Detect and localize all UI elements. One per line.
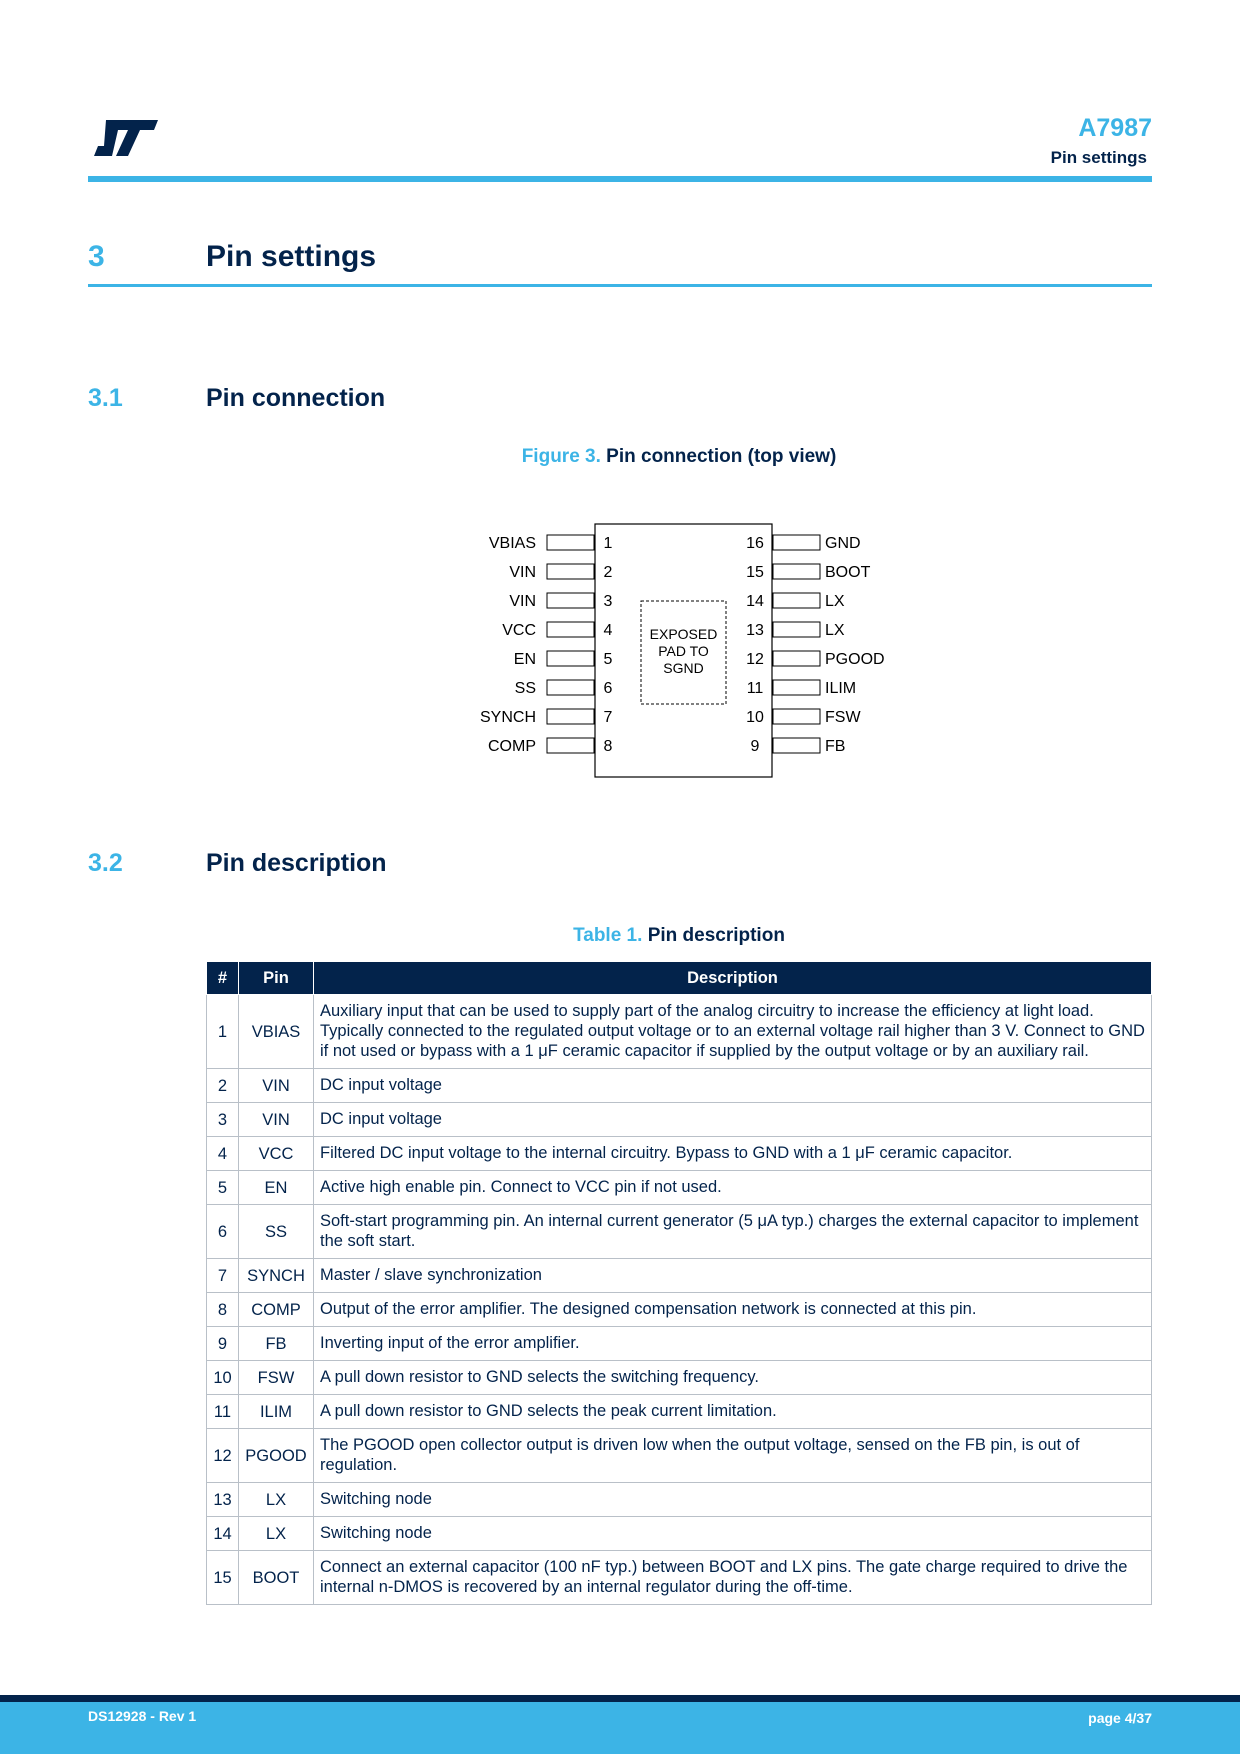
pin-number-cell: 12 bbox=[207, 1429, 239, 1483]
right-pin-name: PGOOD bbox=[825, 651, 885, 668]
table-label: Table 1. bbox=[573, 925, 643, 946]
section-heading-description bbox=[88, 849, 1152, 883]
left-pin-name: EN bbox=[513, 651, 536, 668]
pin-name-cell: VIN bbox=[239, 1069, 314, 1103]
pin-description-cell: DC input voltage bbox=[314, 1069, 1152, 1103]
chapter-number: 3 bbox=[88, 240, 105, 273]
left-pin-name: VIN bbox=[509, 564, 536, 581]
pin-name-cell: SYNCH bbox=[239, 1259, 314, 1293]
table-row bbox=[207, 1103, 1152, 1137]
page-footer bbox=[0, 1702, 1240, 1754]
section-title: Pin connection bbox=[206, 384, 386, 412]
figure-title: Pin connection (top view) bbox=[606, 446, 837, 467]
right-pin-name: LX bbox=[825, 593, 845, 610]
right-pin-number: 13 bbox=[746, 622, 764, 639]
st-logo-icon bbox=[88, 118, 160, 158]
pin-connection-diagram bbox=[470, 515, 900, 785]
left-pin-lead bbox=[547, 593, 594, 608]
column-header-number: # bbox=[207, 962, 239, 995]
pad-label-line-2: PAD TO bbox=[658, 643, 709, 659]
table-row bbox=[207, 1551, 1152, 1605]
section-title: Pin description bbox=[206, 849, 387, 877]
footer-page-number: page 4/37 bbox=[1088, 1710, 1152, 1726]
pin-name-cell: PGOOD bbox=[239, 1429, 314, 1483]
table-row bbox=[207, 1483, 1152, 1517]
right-pin-number: 15 bbox=[746, 564, 764, 581]
left-pin-number: 5 bbox=[603, 651, 613, 668]
table-row bbox=[207, 1171, 1152, 1205]
table-row bbox=[207, 1517, 1152, 1551]
right-pin-number: 9 bbox=[750, 738, 760, 755]
right-pin-number: 10 bbox=[746, 709, 764, 726]
left-pin-name: SYNCH bbox=[479, 709, 536, 726]
table-row bbox=[207, 1327, 1152, 1361]
left-pin-name: VCC bbox=[502, 622, 536, 639]
pin-number-cell: 6 bbox=[207, 1205, 239, 1259]
right-pin-lead bbox=[773, 535, 820, 550]
pin-description-cell: A pull down resistor to GND selects the peak current limitation. bbox=[314, 1395, 1152, 1429]
left-pin-number: 2 bbox=[603, 564, 613, 581]
right-pin-number: 12 bbox=[746, 651, 764, 668]
left-pin-number: 4 bbox=[603, 622, 613, 639]
table-row bbox=[207, 995, 1152, 1069]
left-pin-number: 3 bbox=[603, 593, 613, 610]
right-pin-lead bbox=[773, 564, 820, 579]
figure-label: Figure 3. bbox=[521, 446, 601, 467]
pin-number-cell: 1 bbox=[207, 995, 239, 1069]
pin-number-cell: 9 bbox=[207, 1327, 239, 1361]
pin-name-cell: BOOT bbox=[239, 1551, 314, 1605]
table-row bbox=[207, 1293, 1152, 1327]
pin-description-cell: The PGOOD open collector output is driven low when the output voltage, sensed on the FB pin, is out of regulation. bbox=[314, 1429, 1152, 1483]
pin-number-cell: 15 bbox=[207, 1551, 239, 1605]
left-pin-lead bbox=[547, 651, 594, 666]
pin-number-cell: 4 bbox=[207, 1137, 239, 1171]
table-row bbox=[207, 1137, 1152, 1171]
column-header-description: Description bbox=[314, 962, 1152, 995]
right-pin-lead bbox=[773, 651, 820, 666]
pin-description-cell: Filtered DC input voltage to the internal circuitry. Bypass to GND with a 1 μF ceramic capacitor. bbox=[314, 1137, 1152, 1171]
right-pin-number: 16 bbox=[746, 535, 764, 552]
right-pin-lead bbox=[773, 709, 820, 724]
left-pin-lead bbox=[547, 709, 594, 724]
left-pin-name: COMP bbox=[488, 738, 536, 755]
pin-description-cell: Switching node bbox=[314, 1517, 1152, 1551]
table-row bbox=[207, 1361, 1152, 1395]
pin-name-cell: LX bbox=[239, 1483, 314, 1517]
pin-name-cell: ILIM bbox=[239, 1395, 314, 1429]
pin-description-cell: Connect an external capacitor (100 nF typ.) between BOOT and LX pins. The gate charge required to drive the internal n-DMOS is recovered by an internal regulator during the off-time. bbox=[314, 1551, 1152, 1605]
footer-doc-id: DS12928 - Rev 1 bbox=[88, 1708, 197, 1724]
right-pin-lead bbox=[773, 622, 820, 637]
pin-description-table bbox=[206, 961, 1152, 1605]
header-product: A7987 bbox=[1078, 114, 1152, 142]
table-caption bbox=[206, 925, 1152, 947]
pin-number-cell: 10 bbox=[207, 1361, 239, 1395]
footer-rule bbox=[0, 1695, 1240, 1702]
pin-name-cell: EN bbox=[239, 1171, 314, 1205]
right-pin-name: GND bbox=[825, 535, 861, 552]
right-pin-name: FB bbox=[825, 738, 846, 755]
pin-description-cell: Active high enable pin. Connect to VCC pin if not used. bbox=[314, 1171, 1152, 1205]
left-pin-name: VIN bbox=[509, 593, 536, 610]
pin-description-cell: Output of the error amplifier. The designed compensation network is connected at this pin. bbox=[314, 1293, 1152, 1327]
left-pin-lead bbox=[547, 738, 594, 753]
chapter-title: Pin settings bbox=[206, 240, 377, 273]
table-title: Pin description bbox=[647, 925, 785, 946]
left-pin-number: 7 bbox=[603, 709, 613, 726]
right-pin-number: 14 bbox=[746, 593, 764, 610]
pin-description-cell: Switching node bbox=[314, 1483, 1152, 1517]
left-pin-lead bbox=[547, 622, 594, 637]
pin-number-cell: 11 bbox=[207, 1395, 239, 1429]
left-pin-number: 8 bbox=[603, 738, 613, 755]
table-row bbox=[207, 1395, 1152, 1429]
table-header-row bbox=[207, 962, 1152, 995]
pin-description-cell: Auxiliary input that can be used to supply part of the analog circuitry to increase the efficiency at light load. Typically connected to the regulated output voltage or to an external voltage rail higher than 3 V. Connect to GND if not used or bypass with a 1 μF ceramic capacitor if supplied by the output voltage or by an auxiliary rail. bbox=[314, 995, 1152, 1069]
left-pin-number: 6 bbox=[603, 680, 613, 697]
header-section: Pin settings bbox=[1050, 148, 1147, 167]
left-pin-lead bbox=[547, 535, 594, 550]
right-pin-name: LX bbox=[825, 622, 845, 639]
left-pin-lead bbox=[547, 680, 594, 695]
section-number: 3.1 bbox=[88, 384, 123, 412]
table-row bbox=[207, 1259, 1152, 1293]
pin-number-cell: 7 bbox=[207, 1259, 239, 1293]
pin-number-cell: 3 bbox=[207, 1103, 239, 1137]
table-row bbox=[207, 1429, 1152, 1483]
right-pin-name: FSW bbox=[825, 709, 861, 726]
section-heading-connection bbox=[88, 384, 1152, 418]
pad-label-line-3: SGND bbox=[663, 660, 704, 676]
pin-name-cell: FSW bbox=[239, 1361, 314, 1395]
chapter-heading bbox=[88, 238, 1152, 287]
pin-name-cell: LX bbox=[239, 1517, 314, 1551]
left-pin-group bbox=[480, 535, 613, 755]
pad-label-line-1: EXPOSED bbox=[649, 626, 718, 642]
right-pin-name: ILIM bbox=[825, 680, 857, 697]
figure-caption bbox=[206, 446, 1152, 468]
pin-description-cell: DC input voltage bbox=[314, 1103, 1152, 1137]
pin-number-cell: 13 bbox=[207, 1483, 239, 1517]
pin-description-cell: Master / slave synchronization bbox=[314, 1259, 1152, 1293]
left-pin-number: 1 bbox=[603, 535, 613, 552]
pin-name-cell: FB bbox=[239, 1327, 314, 1361]
pin-description-cell: A pull down resistor to GND selects the switching frequency. bbox=[314, 1361, 1152, 1395]
column-header-pin: Pin bbox=[239, 962, 314, 995]
pin-name-cell: VBIAS bbox=[239, 995, 314, 1069]
pin-description-cell: Soft-start programming pin. An internal current generator (5 μA typ.) charges the external capacitor to implement the soft start. bbox=[314, 1205, 1152, 1259]
left-pin-lead bbox=[547, 564, 594, 579]
pin-description-cell: Inverting input of the error amplifier. bbox=[314, 1327, 1152, 1361]
table-row bbox=[207, 1069, 1152, 1103]
pin-name-cell: COMP bbox=[239, 1293, 314, 1327]
pin-number-cell: 8 bbox=[207, 1293, 239, 1327]
pin-number-cell: 2 bbox=[207, 1069, 239, 1103]
left-pin-name: SS bbox=[514, 680, 536, 697]
section-number: 3.2 bbox=[88, 849, 123, 877]
pin-number-cell: 14 bbox=[207, 1517, 239, 1551]
table-body bbox=[207, 995, 1152, 1605]
right-pin-number: 11 bbox=[746, 680, 764, 697]
right-pin-lead bbox=[773, 738, 820, 753]
pin-name-cell: SS bbox=[239, 1205, 314, 1259]
header-rule bbox=[88, 176, 1152, 182]
right-pin-lead bbox=[773, 593, 820, 608]
table-row bbox=[207, 1205, 1152, 1259]
pin-number-cell: 5 bbox=[207, 1171, 239, 1205]
right-pin-lead bbox=[773, 680, 820, 695]
left-pin-name: VBIAS bbox=[488, 535, 536, 552]
pin-name-cell: VCC bbox=[239, 1137, 314, 1171]
right-pin-name: BOOT bbox=[825, 564, 871, 581]
pin-name-cell: VIN bbox=[239, 1103, 314, 1137]
